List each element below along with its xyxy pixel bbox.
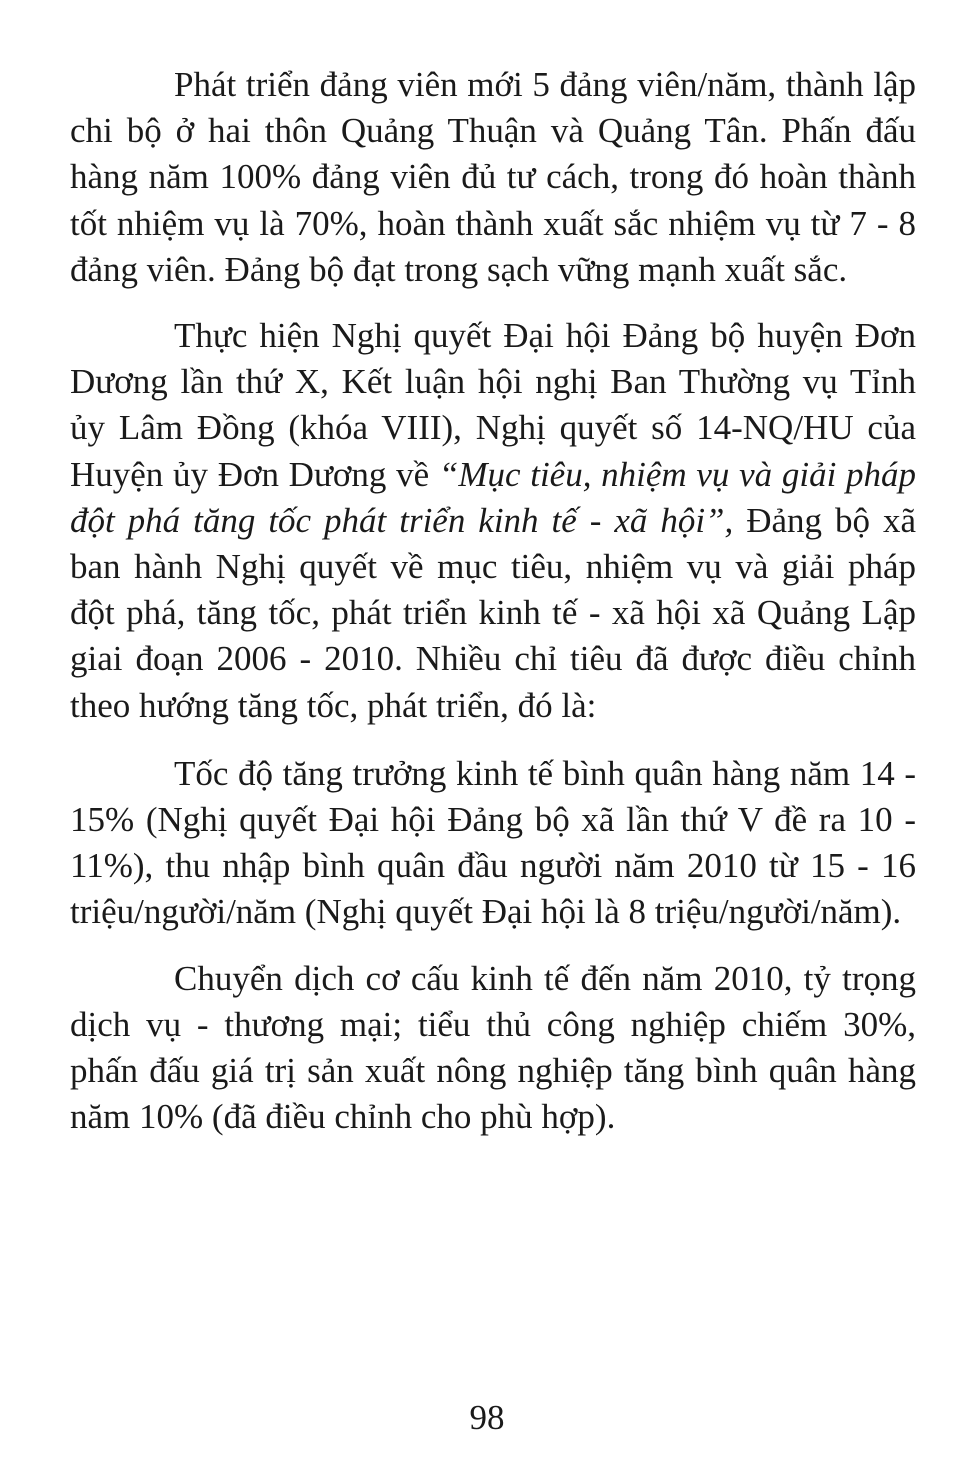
paragraph-3: Tốc độ tăng trưởng kinh tế bình quân hàng năm 14 - 15% (Nghị quyết Đại hội Đảng bộ xã lần thứ V đề ra 10 - 11%), thu nhập bình quân đầu người năm 2010 từ 15 - 16 triệu/người/năm (Nghị quyết Đại hội là 8 triệu/người/năm). <box>70 753 916 932</box>
paragraph-2-text-after: Đảng bộ xã ban hành Nghị quyết về mục tiêu, nhiệm vụ và giải pháp đột phá, tăng tốc, phát triển kinh tế - xã hội xã Quảng Lập giai đoạn 2006 - 2010. Nhiều chỉ tiêu đã được điều chỉnh theo hướng tăng tốc, phát triển, đó là: <box>70 500 916 725</box>
paragraph-2-text-before: Thực hiện Nghị quyết Đại hội Đảng bộ huyện Đơn Dương lần thứ X, Kết luận hội nghị Ban Thường vụ Tỉnh ủy Lâm Đồng (khóa VIII), Nghị quyết số 14-NQ/HU của Huyện ủy Đơn Dương về <box>70 316 916 494</box>
paragraph-4: Chuyển dịch cơ cấu kinh tế đến năm 2010, tỷ trọng dịch vụ - thương mại; tiểu thủ công nghiệp chiếm 30%, phấn đấu giá trị sản xuất nông nghiệp tăng bình quân hàng năm 10% (đã điều chỉnh cho phù hợp). <box>70 958 916 1137</box>
paragraph-1: Phát triển đảng viên mới 5 đảng viên/năm, thành lập chi bộ ở hai thôn Quảng Thuận và Quảng Tân. Phấn đấu hàng năm 100% đảng viên đủ tư cách, trong đó hoàn thành tốt nhiệm vụ là 70%, hoàn thành xuất sắc nhiệm vụ từ 7 - 8 đảng viên. Đảng bộ đạt trong sạch vững mạnh xuất sắc. <box>70 65 916 289</box>
paragraph-2 <box>70 313 916 729</box>
paragraph-2-italic-quote: “Mục tiêu, nhiệm vụ và giải pháp đột phá tăng tốc phát triển kinh tế - xã hội”, <box>70 454 916 540</box>
page-body <box>70 62 916 1160</box>
page-number: 98 <box>469 1398 505 1437</box>
